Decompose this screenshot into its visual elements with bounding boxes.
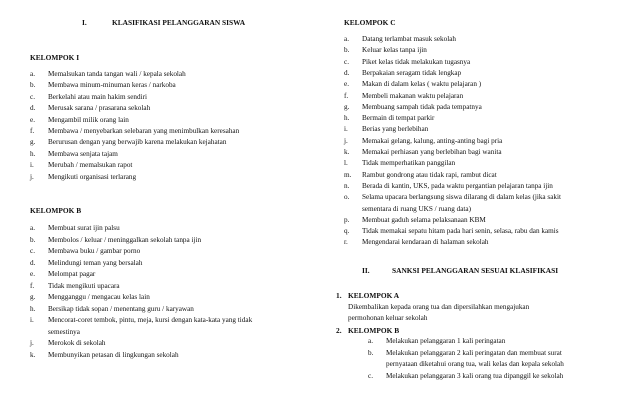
list-item: h. Membawa senjata tajam: [30, 149, 118, 158]
list-item: a. Melakukan pelanggaran 1 kali peringatan: [368, 337, 506, 345]
list-item: g. Berurusan dengan yang berwajib karena melakukan kejahatan: [30, 138, 227, 147]
list-item: i. Berias yang berlebihan: [344, 125, 429, 134]
group-b-title: KELOMPOK B: [30, 206, 82, 215]
sanksi-a-title: 1. KELOMPOK A: [336, 291, 400, 300]
group-c-title: KELOMPOK C: [344, 18, 396, 27]
list-item: b. Keluar kelas tanpa ijin: [344, 46, 427, 55]
list-item: g. Mengganggu / mengacau kelas lain: [30, 293, 150, 301]
group-a-title: KELOMPOK I: [30, 53, 80, 62]
list-item: f. Membawa / menyebarkan selebaran yang menimbulkan keresahan: [30, 127, 240, 135]
list-item-continuation: pernyataan diketahui orang tua, wali kelas dan kepala sekolah: [386, 360, 564, 368]
list-item: o. Selama upacara berlangsung siswa dilarang di dalam kelas (jika sakit: [344, 193, 561, 202]
list-item: e. Makan di dalam kelas ( waktu pelajaran ): [344, 80, 482, 89]
list-item-continuation: semestinya: [48, 327, 80, 336]
list-item: k. Memakai perhiasan yang berlebihan bagi wanita: [344, 148, 502, 156]
list-item: j. Memakai gelang, kalung, anting-anting bagi pria: [344, 136, 503, 145]
list-item: m. Rambut gondrong atau tidak rapi, rambut dicat: [344, 170, 497, 179]
list-item: a. Membuat surat ijin palsu: [30, 224, 120, 232]
list-item: b. Membawa minum-minuman keras / narkoba: [30, 81, 176, 90]
list-item: h. Bermain di tempat parkir: [344, 114, 435, 123]
list-item: i. Mencorat-coret tembok, pintu, meja, kursi dengan kata-kata yang tidak: [30, 316, 253, 324]
list-item: q. Tidak memakai sepatu hitam pada hari senin, selasa, rabu dan kamis: [344, 227, 559, 236]
sanksi-b-title: 2. KELOMPOK B: [336, 325, 400, 335]
list-item: c. Piket kelas tidak melakukan tugasnya: [344, 57, 471, 66]
list-item: k. Membunyikan petasan di lingkungan sekolah: [30, 350, 179, 359]
list-item-continuation: sementara di ruang UKS / ruang data): [362, 204, 471, 213]
section-title-ii: [362, 266, 558, 275]
list-item: i. Merubah / memalsukan rapot: [30, 161, 133, 170]
list-item: r. Mengendarai kendaraan di halaman sekolah: [344, 238, 489, 247]
list-item: e. Mengambil milik orang lain: [30, 115, 129, 124]
list-item: a. Memalsukan tanda tangan wali / kepala sekolah: [30, 70, 186, 78]
list-item: d. Melindungi teman yang bersalah: [30, 258, 143, 267]
list-item: f. Membeli makanan waktu pelajaran: [344, 91, 464, 100]
list-item: d. Merusak sarana / prasarana sekolah: [30, 104, 151, 113]
section-title-i: [82, 18, 245, 27]
sanksi-a-text: Dikembalikan kepada orang tua dan dipersilahkan mengajukan: [348, 302, 530, 311]
section-number: II.: [362, 266, 370, 275]
list-item: d. Berpakaian seragam tidak lengkap: [344, 68, 462, 77]
section-number: I.: [82, 18, 87, 27]
list-item: p. Membuat gaduh selama pelaksanaan KBM: [344, 215, 486, 224]
section-title-text: KLASIFIKASI PELANGGARAN SISWA: [112, 18, 246, 27]
section-title-text: SANKSI PELANGGARAN SESUAI KLASIFIKASI: [392, 266, 559, 275]
list-item: b. Melakukan pelanggaran 2 kali peringatan dan membuat surat: [368, 348, 562, 357]
list-item: h. Bersikap tidak sopan / menentang guru / karyawan: [30, 304, 194, 313]
list-item: c. Melakukan pelanggaran 3 kali orang tua dipanggil ke sekolah: [368, 371, 564, 380]
list-item: f. Tidak mengikuti upacara: [30, 281, 120, 290]
list-item: l. Tidak memperhatikan panggilan: [344, 159, 456, 168]
list-item: c. Berkelahi atau main hakim sendiri: [30, 92, 147, 101]
list-item: j. Merokok di sekolah: [30, 339, 106, 347]
list-item: c. Membawa buku / gambar porno: [30, 247, 141, 255]
list-item: g. Membuang sampah tidak pada tempatnya: [344, 102, 482, 111]
list-item: n. Berada di kantin, UKS, pada waktu pergantian pelajaran tanpa ijin: [344, 181, 553, 190]
sanksi-a-text: permohonan keluar sekolah: [348, 314, 428, 322]
list-item: j. Mengikuti organisasi terlarang: [30, 172, 137, 181]
list-item: e. Melompat pagar: [30, 270, 96, 278]
list-item: b. Membolos / keluar / meninggalkan sekolah tanpa ijin: [30, 235, 202, 244]
list-item: a. Datang terlambat masuk sekolah: [344, 35, 457, 43]
